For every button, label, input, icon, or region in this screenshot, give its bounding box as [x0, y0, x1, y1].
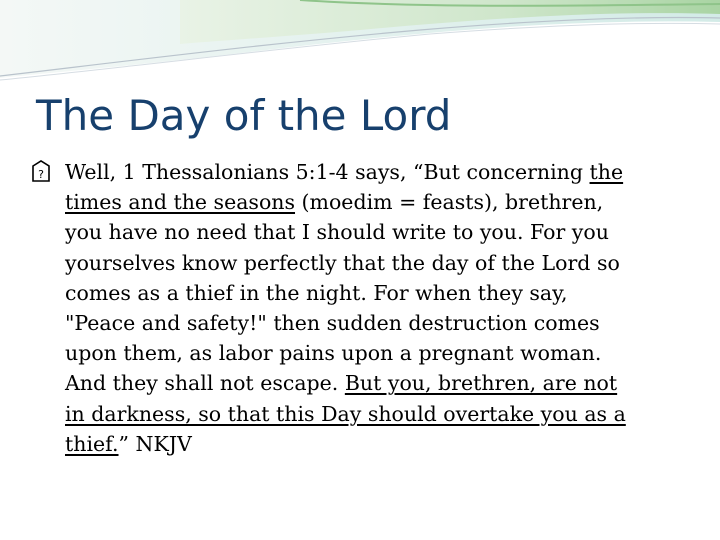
header-wave-decoration: [0, 0, 720, 90]
missing-glyph-box-icon: [30, 157, 52, 187]
underlined-text: in darkness, so that this Day should overtake you as a: [65, 401, 626, 426]
body-line: [36, 217, 686, 247]
text-segment: Well, 1 Thessalonians 5:1-4 says, “But concerning: [65, 160, 590, 184]
text-segment: ” NKJV: [118, 431, 192, 456]
underlined-text: times and the seasons: [65, 190, 296, 215]
body-line: [36, 429, 686, 459]
body-lines: [36, 157, 686, 459]
body-line: [36, 338, 686, 368]
body-line: [36, 278, 686, 308]
text-segment: you have no need that I should write to you. For you: [65, 220, 609, 245]
slide-title: The Day of the Lord: [36, 91, 452, 140]
underlined-text: the: [589, 160, 624, 184]
body-line: [36, 187, 686, 217]
text-segment: "Peace and safety!" then sudden destruction comes: [65, 311, 600, 336]
text-segment: comes as a thief in the night. For when they say,: [65, 280, 568, 305]
text-segment: (moedim = feasts), brethren,: [295, 190, 604, 215]
text-segment: And they shall not escape.: [65, 371, 345, 396]
text-segment: upon them, as labor pains upon a pregnant woman.: [65, 341, 602, 366]
body-line: [36, 399, 686, 429]
body-paragraph: [36, 157, 686, 459]
body-line: [36, 368, 686, 398]
underlined-text: But you, brethren, are not: [344, 371, 618, 396]
body-line: [36, 308, 686, 338]
body-line: [36, 157, 686, 187]
svg-text:?: ?: [38, 168, 44, 181]
text-segment: yourselves know perfectly that the day of the Lord so: [65, 250, 620, 275]
body-line: [36, 248, 686, 278]
underlined-text: thief.: [65, 431, 119, 456]
